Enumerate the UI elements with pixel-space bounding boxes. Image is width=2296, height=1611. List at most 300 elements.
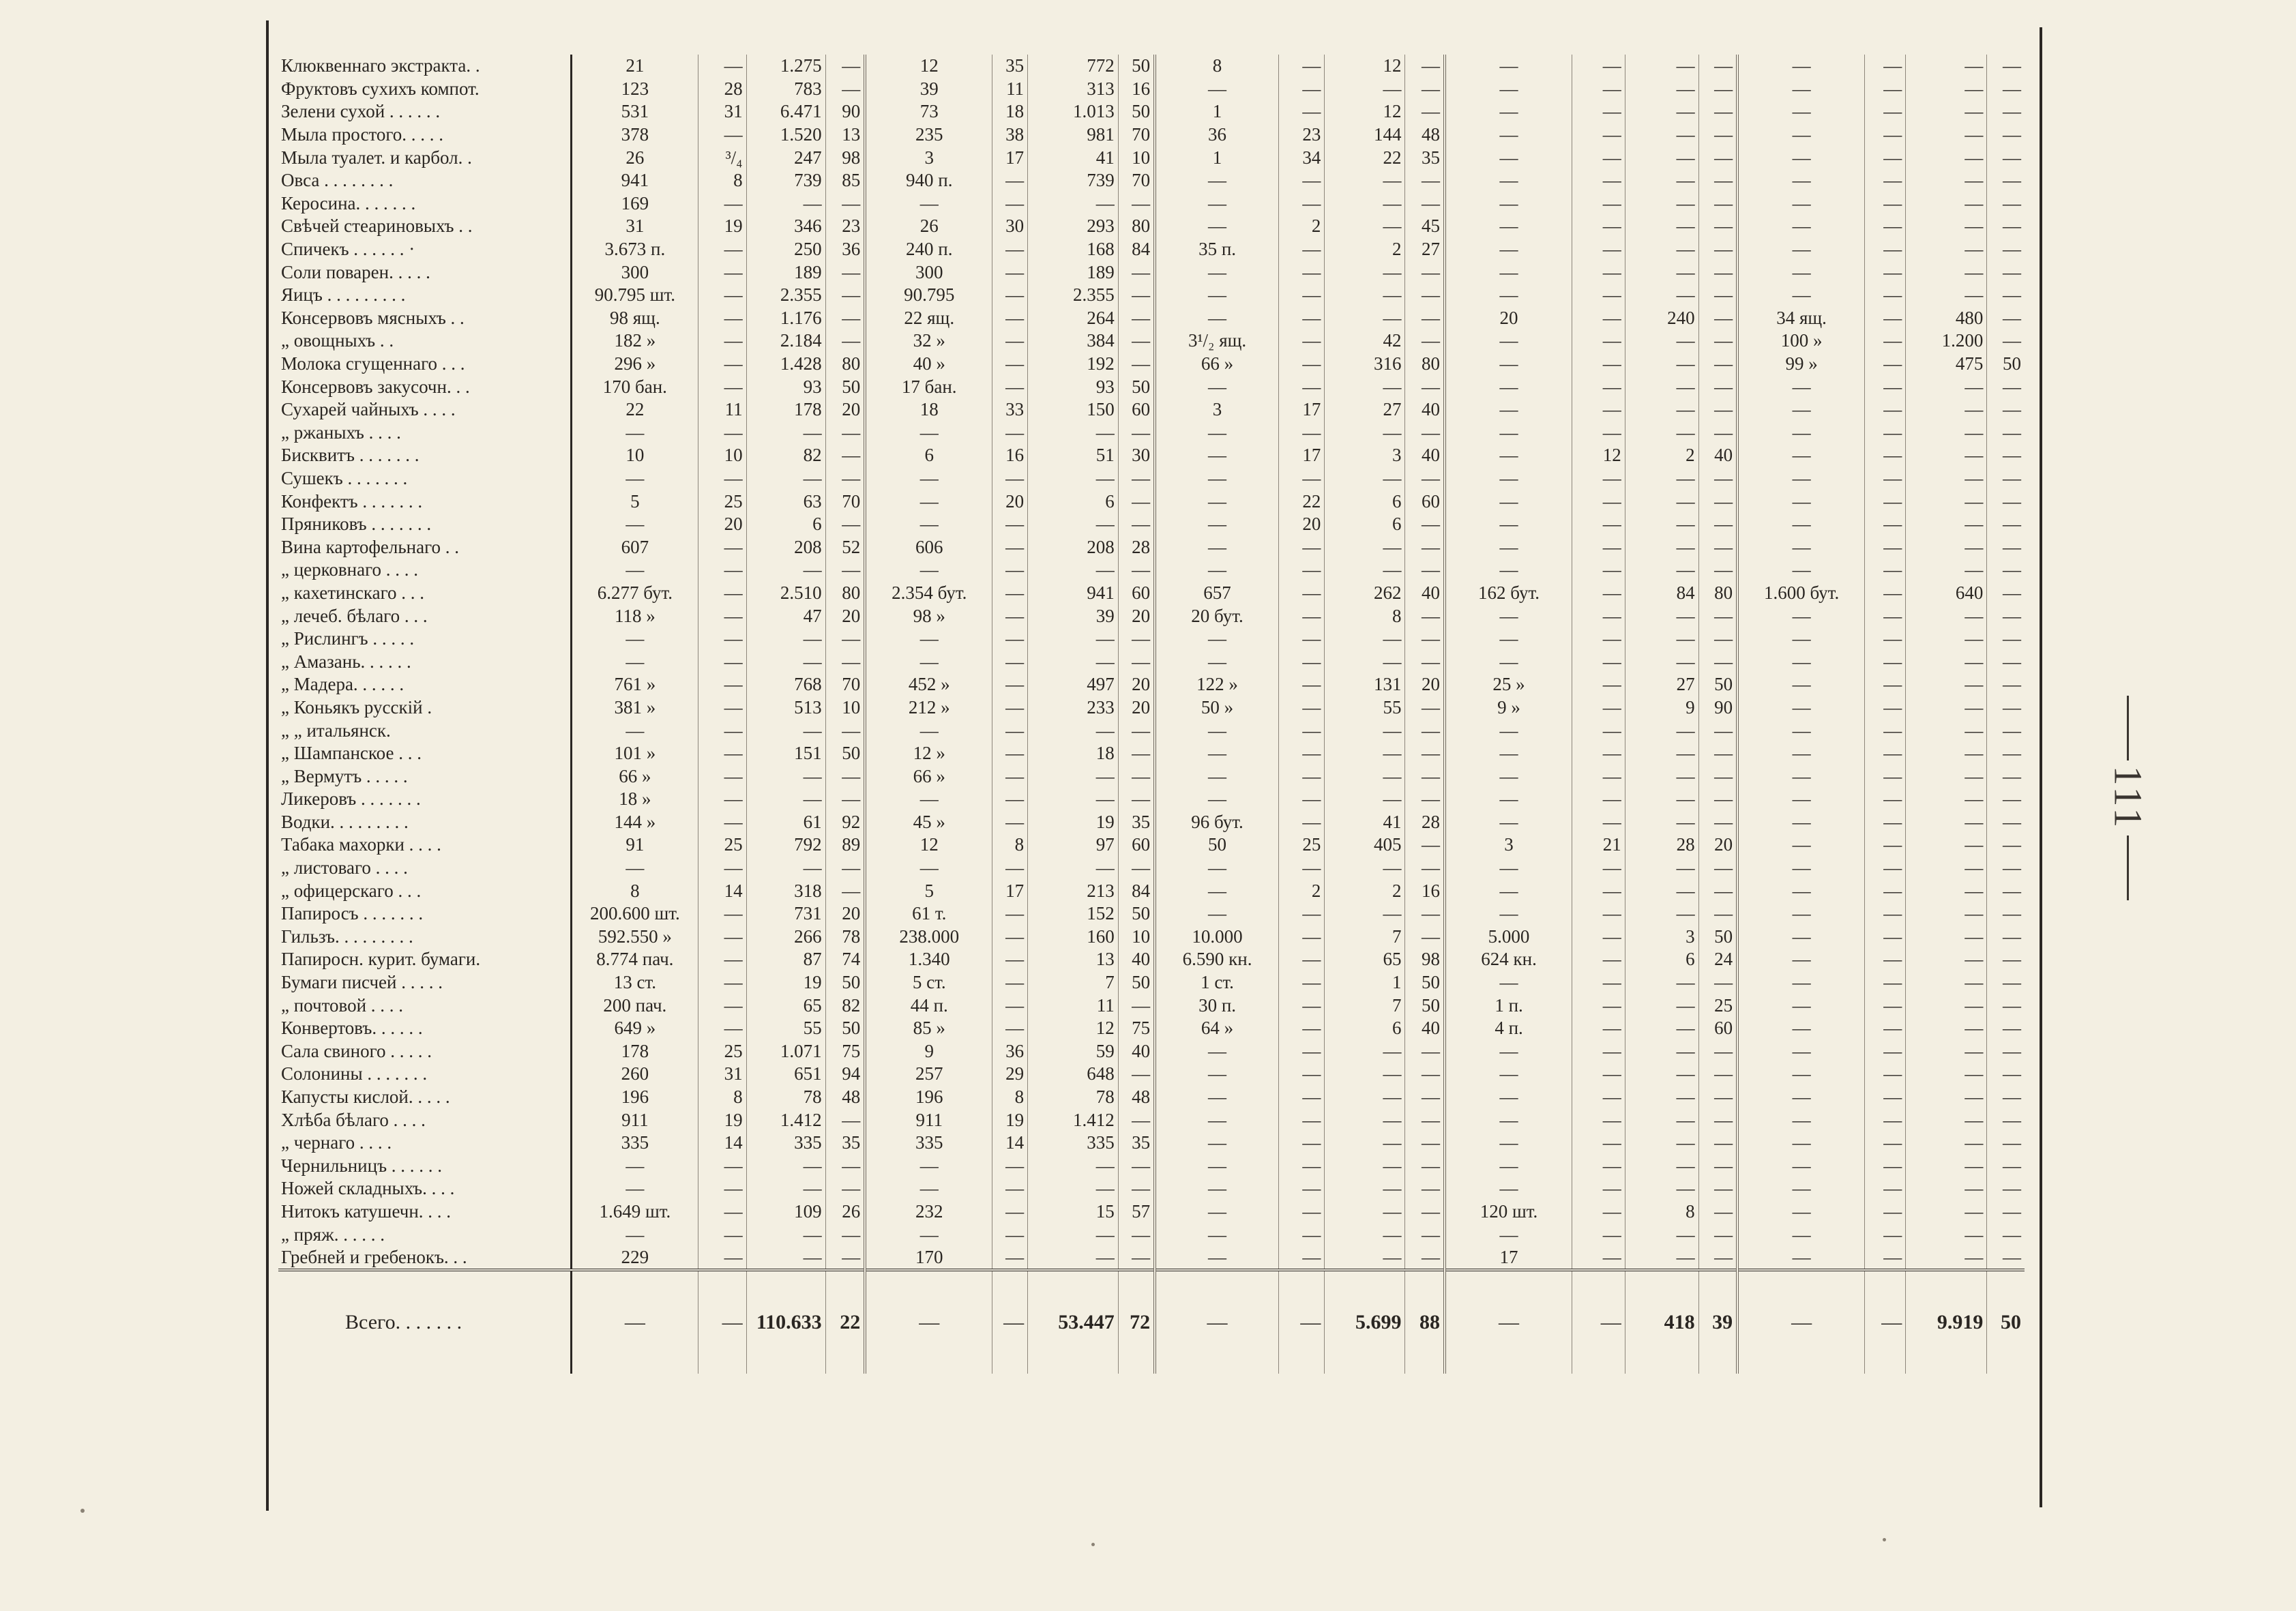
row-cell: 50 (825, 971, 865, 994)
row-cell: 27 (1405, 238, 1445, 261)
row-cell: — (1625, 215, 1698, 238)
row-cell: — (1987, 627, 2025, 651)
row-cell: 335 (571, 1132, 698, 1155)
row-cell: 13 (825, 123, 865, 147)
row-cell: 8 (698, 1086, 746, 1109)
row-cell: — (1698, 857, 1737, 880)
row-cell: 20 (825, 902, 865, 926)
row-cell: — (1987, 811, 2025, 834)
row-cell: 1.071 (746, 1040, 825, 1063)
row-label: Ликеровъ . . . . . . . (281, 788, 421, 810)
row-cell: — (992, 559, 1028, 582)
row-cell: — (698, 948, 746, 971)
row-cell: 35 п. (1155, 238, 1278, 261)
row-cell: — (1028, 1223, 1119, 1246)
row-cell: — (992, 765, 1028, 788)
row-label: Консервовъ мясныхъ . . (281, 307, 465, 328)
row-cell: 84 (1625, 582, 1698, 605)
row-cell: — (1325, 192, 1405, 216)
row-cell: — (1906, 55, 1987, 78)
row-cell: — (1625, 1155, 1698, 1178)
table-row (278, 238, 2025, 261)
table-row (278, 490, 2025, 513)
row-cell: 36 (992, 1040, 1028, 1063)
row-cell: — (1155, 788, 1278, 811)
row-cell: — (1698, 879, 1737, 902)
row-cell: — (1278, 1155, 1324, 1178)
row-cell: — (1987, 444, 2025, 467)
row-cell: — (865, 1155, 992, 1178)
row-cell: 2.184 (746, 329, 825, 353)
row-cell: 18 (865, 398, 992, 422)
row-cell: 9 » (1445, 696, 1572, 720)
row-cell: 40 (1118, 948, 1155, 971)
row-cell: — (1625, 971, 1698, 994)
row-cell: — (1405, 559, 1445, 582)
row-cell: — (992, 627, 1028, 651)
row-cell: — (1325, 559, 1405, 582)
row-label: „ листоваго . . . . (281, 857, 408, 878)
row-cell: — (1405, 100, 1445, 123)
row-cell: — (1737, 192, 1865, 216)
row-cell: — (1737, 467, 1865, 490)
row-cell: — (1118, 719, 1155, 742)
row-cell: — (825, 261, 865, 284)
row-cell: — (1155, 879, 1278, 902)
row-cell: — (1698, 971, 1737, 994)
row-cell: 20 (992, 490, 1028, 513)
row-cell: 2.355 (746, 284, 825, 307)
row-cell: 101 » (571, 742, 698, 765)
row-cell: 35 (825, 1132, 865, 1155)
row-cell: 22 ящ. (865, 307, 992, 330)
row-cell: — (746, 192, 825, 216)
row-cell: — (1572, 261, 1625, 284)
row-cell: — (1278, 719, 1324, 742)
row-cell: 335 (1028, 1132, 1119, 1155)
row-cell: — (992, 788, 1028, 811)
row-cell: — (698, 1017, 746, 1040)
paper-speck (80, 1509, 85, 1513)
row-cell: 11 (698, 398, 746, 422)
row-cell: — (1865, 422, 1906, 445)
row-cell: — (992, 535, 1028, 559)
row-cell: 78 (825, 926, 865, 949)
row-cell: — (1325, 788, 1405, 811)
row-cell: — (1278, 55, 1324, 78)
row-cell: 212 » (865, 696, 992, 720)
row-cell: — (1737, 627, 1865, 651)
row-label: Бумаги писчей . . . . . (281, 972, 443, 993)
row-cell: — (1865, 857, 1906, 880)
row-cell: 35 (992, 55, 1028, 78)
row-cell: — (1155, 1200, 1278, 1224)
row-cell: — (1405, 1246, 1445, 1271)
total-cell: 110.633 (746, 1270, 825, 1374)
row-cell: 1 п. (1445, 994, 1572, 1017)
row-cell: 1.275 (746, 55, 825, 78)
row-cell: — (1405, 926, 1445, 949)
row-cell: 1.412 (1028, 1108, 1119, 1132)
row-cell: — (1572, 1017, 1625, 1040)
row-cell: — (1865, 353, 1906, 376)
row-cell: 60 (1405, 490, 1445, 513)
row-cell: — (698, 902, 746, 926)
page-number-text: 111 (2106, 765, 2151, 831)
row-cell: — (1625, 329, 1698, 353)
row-cell: 13 (1028, 948, 1119, 971)
row-cell: 14 (698, 1132, 746, 1155)
row-cell: 3.673 п. (571, 238, 698, 261)
row-cell: 91 (571, 833, 698, 857)
table-row (278, 902, 2025, 926)
row-cell: — (1906, 1155, 1987, 1178)
row-cell: — (1278, 926, 1324, 949)
row-cell: — (1155, 490, 1278, 513)
row-cell: — (1278, 811, 1324, 834)
row-cell: 2 (1325, 879, 1405, 902)
row-label: Консервовъ закусочн. . . (281, 376, 470, 397)
row-label: Ножей складныхъ. . . . (281, 1178, 455, 1199)
row-cell: — (825, 765, 865, 788)
row-cell: 170 бан. (571, 375, 698, 398)
row-cell: 25 (1278, 833, 1324, 857)
row-cell: 247 (746, 146, 825, 169)
row-cell: 50 (1118, 55, 1155, 78)
row-label: „ чернаго . . . . (281, 1132, 392, 1153)
row-cell: 65 (1325, 948, 1405, 971)
row-cell: — (1278, 375, 1324, 398)
row-cell: 20 (1118, 696, 1155, 720)
row-cell: — (1278, 696, 1324, 720)
row-cell: 70 (1118, 123, 1155, 147)
row-cell: — (1987, 926, 2025, 949)
row-cell: — (992, 902, 1028, 926)
row-cell: 92 (825, 811, 865, 834)
row-cell: — (1737, 1017, 1865, 1040)
row-cell: 34 (1278, 146, 1324, 169)
row-cell: — (1625, 535, 1698, 559)
row-cell: 122 » (1155, 673, 1278, 696)
row-cell: 3¹/₂ ящ. (1155, 329, 1278, 353)
row-cell: 80 (1698, 582, 1737, 605)
row-cell: 12 (1325, 55, 1405, 78)
table-row (278, 559, 2025, 582)
row-cell: — (825, 627, 865, 651)
row-cell: — (1155, 1108, 1278, 1132)
row-cell: — (1445, 765, 1572, 788)
row-cell: — (1698, 1223, 1737, 1246)
row-cell: — (698, 696, 746, 720)
row-cell: 12 (1028, 1017, 1119, 1040)
row-cell: — (1865, 650, 1906, 673)
row-cell: — (1865, 215, 1906, 238)
row-cell: — (1625, 902, 1698, 926)
row-label: Гильзъ. . . . . . . . . (281, 926, 413, 947)
row-cell: — (1737, 1246, 1865, 1271)
row-cell: 160 (1028, 926, 1119, 949)
row-cell: — (1118, 1155, 1155, 1178)
row-cell: — (1028, 719, 1119, 742)
row-cell: — (1405, 788, 1445, 811)
row-cell: — (1906, 559, 1987, 582)
row-cell: — (1278, 627, 1324, 651)
row-cell: — (825, 422, 865, 445)
row-cell: — (571, 559, 698, 582)
row-cell: — (1625, 559, 1698, 582)
row-cell: — (1405, 284, 1445, 307)
row-cell: — (1987, 650, 2025, 673)
row-label: Овса . . . . . . . . (281, 170, 394, 191)
row-cell: 2 (1625, 444, 1698, 467)
row-cell: — (1698, 467, 1737, 490)
row-cell: — (698, 788, 746, 811)
row-cell: — (1278, 1108, 1324, 1132)
row-cell: — (1865, 971, 1906, 994)
row-cell: — (1906, 833, 1987, 857)
row-cell: — (1155, 1132, 1278, 1155)
row-cell: 18 » (571, 788, 698, 811)
row-cell: 170 (865, 1246, 992, 1271)
row-cell: — (1737, 604, 1865, 627)
row-cell: 3 (865, 146, 992, 169)
total-cell: — (1155, 1270, 1278, 1374)
row-cell: — (1445, 1063, 1572, 1086)
row-cell: — (698, 627, 746, 651)
row-cell: — (1572, 1223, 1625, 1246)
row-cell: 12 » (865, 742, 992, 765)
ledger-table (278, 55, 2025, 1374)
row-cell: — (1278, 1017, 1324, 1040)
row-cell: 152 (1028, 902, 1119, 926)
row-cell: — (1987, 307, 2025, 330)
total-cell: — (1572, 1270, 1625, 1374)
row-cell: — (1865, 123, 1906, 147)
table-row (278, 1063, 2025, 1086)
row-cell: — (1987, 994, 2025, 1017)
row-cell: 4 п. (1445, 1017, 1572, 1040)
table-row (278, 513, 2025, 536)
row-cell: — (1278, 559, 1324, 582)
row-cell: — (1987, 490, 2025, 513)
row-cell: — (1572, 535, 1625, 559)
row-cell: — (1865, 879, 1906, 902)
row-cell: — (746, 559, 825, 582)
row-cell: — (1572, 1086, 1625, 1109)
row-cell: 40 (1405, 444, 1445, 467)
row-cell: — (698, 192, 746, 216)
row-cell: — (825, 513, 865, 536)
table-row (278, 1155, 2025, 1178)
row-cell: 39 (1028, 604, 1119, 627)
row-cell: — (1278, 1063, 1324, 1086)
row-cell: — (1737, 215, 1865, 238)
row-cell: 6 (1625, 948, 1698, 971)
row-cell: 200.600 шт. (571, 902, 698, 926)
row-cell: — (992, 1017, 1028, 1040)
row-cell: — (1155, 765, 1278, 788)
row-cell: — (1698, 1200, 1737, 1224)
row-cell: — (1572, 857, 1625, 880)
row-cell: 346 (746, 215, 825, 238)
row-cell: — (1865, 513, 1906, 536)
row-cell: — (1906, 1177, 1987, 1200)
row-cell: 52 (825, 535, 865, 559)
row-cell: — (825, 719, 865, 742)
row-cell: 131 (1325, 673, 1405, 696)
total-cell: — (1865, 1270, 1906, 1374)
row-label: Фруктовъ сухихъ компот. (281, 78, 480, 99)
row-cell: — (1698, 261, 1737, 284)
row-cell: 66 » (865, 765, 992, 788)
row-cell: 6 (746, 513, 825, 536)
row-cell: 6 (1028, 490, 1119, 513)
row-cell: — (825, 559, 865, 582)
row-cell: — (1625, 857, 1698, 880)
row-cell: — (1698, 284, 1737, 307)
row-cell: — (1572, 673, 1625, 696)
row-cell: — (1028, 422, 1119, 445)
row-cell: 911 (865, 1108, 992, 1132)
row-cell: — (1987, 513, 2025, 536)
row-cell: — (1278, 307, 1324, 330)
row-cell: 452 » (865, 673, 992, 696)
row-cell: — (1572, 742, 1625, 765)
total-cell: — (698, 1270, 746, 1374)
row-cell: 75 (825, 1040, 865, 1063)
row-cell: 3 (1445, 833, 1572, 857)
row-cell: 78 (1028, 1086, 1119, 1109)
row-cell: — (1625, 719, 1698, 742)
row-cell: 16 (992, 444, 1028, 467)
row-cell: — (1625, 55, 1698, 78)
row-cell: 233 (1028, 696, 1119, 720)
row-label: Капусты кислой. . . . . (281, 1087, 450, 1108)
row-cell: 50 (1698, 926, 1737, 949)
row-cell: — (698, 422, 746, 445)
row-cell: 11 (1028, 994, 1119, 1017)
row-cell: — (1278, 467, 1324, 490)
row-cell: — (1698, 353, 1737, 376)
row-cell: 90.795 шт. (571, 284, 698, 307)
row-label: „ лечеб. бѣлаго . . . (281, 605, 428, 626)
row-cell: — (1737, 1155, 1865, 1178)
row-cell: — (1118, 994, 1155, 1017)
row-cell: 23 (825, 215, 865, 238)
row-cell: — (1445, 398, 1572, 422)
row-cell: — (1445, 719, 1572, 742)
row-cell: — (1118, 650, 1155, 673)
row-cell: — (1906, 192, 1987, 216)
row-cell: — (1987, 1155, 2025, 1178)
row-cell: — (1278, 673, 1324, 696)
row-cell: — (1987, 582, 2025, 605)
row-cell: 5 ст. (865, 971, 992, 994)
row-cell: — (1737, 811, 1865, 834)
row-cell: 648 (1028, 1063, 1119, 1086)
row-cell: 5 (571, 490, 698, 513)
row-cell: — (1572, 627, 1625, 651)
row-cell: 6 (1325, 1017, 1405, 1040)
row-cell: — (698, 1223, 746, 1246)
row-cell: — (992, 1200, 1028, 1224)
row-cell: — (1865, 78, 1906, 101)
row-cell: 240 (1625, 307, 1698, 330)
row-label: Молока сгущеннаго . . . (281, 353, 465, 374)
row-cell: — (1625, 765, 1698, 788)
row-cell: — (1572, 582, 1625, 605)
row-cell: 39 (865, 78, 992, 101)
row-cell: 44 п. (865, 994, 992, 1017)
row-cell: — (992, 926, 1028, 949)
row-cell: — (992, 582, 1028, 605)
row-cell: 80 (1405, 353, 1445, 376)
total-label: Всего. . . . . . . (278, 1270, 571, 1374)
row-cell: — (992, 857, 1028, 880)
row-cell: 23 (1278, 123, 1324, 147)
table-row (278, 375, 2025, 398)
row-label: Сухарей чайныхъ . . . . (281, 399, 456, 420)
row-cell: — (1987, 535, 2025, 559)
row-cell: — (1155, 78, 1278, 101)
row-cell: 28 (1118, 535, 1155, 559)
row-cell: — (1325, 1246, 1405, 1271)
row-cell: — (992, 329, 1028, 353)
row-cell: — (698, 742, 746, 765)
row-cell: — (1572, 811, 1625, 834)
row-cell: — (1278, 582, 1324, 605)
row-cell: — (1405, 650, 1445, 673)
row-cell: — (1698, 307, 1737, 330)
row-cell: — (1698, 765, 1737, 788)
row-cell: — (825, 857, 865, 880)
row-cell: 20 (1118, 673, 1155, 696)
row-cell: 50 (1155, 833, 1278, 857)
row-cell: 10 (825, 696, 865, 720)
row-cell: 45 » (865, 811, 992, 834)
row-cell: 20 (1278, 513, 1324, 536)
row-cell: 123 (571, 78, 698, 101)
row-label: Конфектъ . . . . . . . (281, 490, 423, 512)
table-row (278, 100, 2025, 123)
row-cell: — (1278, 1246, 1324, 1271)
row-cell: 1.176 (746, 307, 825, 330)
row-cell: — (1325, 535, 1405, 559)
row-cell: 28 (1405, 811, 1445, 834)
total-cell: — (865, 1270, 992, 1374)
row-cell: — (1325, 1040, 1405, 1063)
row-cell: 9 (865, 1040, 992, 1063)
row-cell: — (1625, 788, 1698, 811)
row-cell: — (1865, 1132, 1906, 1155)
row-cell: — (1155, 742, 1278, 765)
row-cell: 66 » (1155, 353, 1278, 376)
row-cell: — (1865, 1177, 1906, 1200)
row-cell: — (1865, 55, 1906, 78)
row-cell: — (1865, 375, 1906, 398)
row-cell: — (1405, 765, 1445, 788)
table-row (278, 879, 2025, 902)
row-cell: — (1118, 284, 1155, 307)
row-cell: — (1572, 1155, 1625, 1178)
row-cell: — (825, 1223, 865, 1246)
row-cell: 27 (1625, 673, 1698, 696)
row-cell: — (1572, 215, 1625, 238)
row-cell: — (1987, 604, 2025, 627)
row-cell: 50 » (1155, 696, 1278, 720)
row-cell: — (1625, 238, 1698, 261)
row-cell: 40 (1405, 1017, 1445, 1040)
